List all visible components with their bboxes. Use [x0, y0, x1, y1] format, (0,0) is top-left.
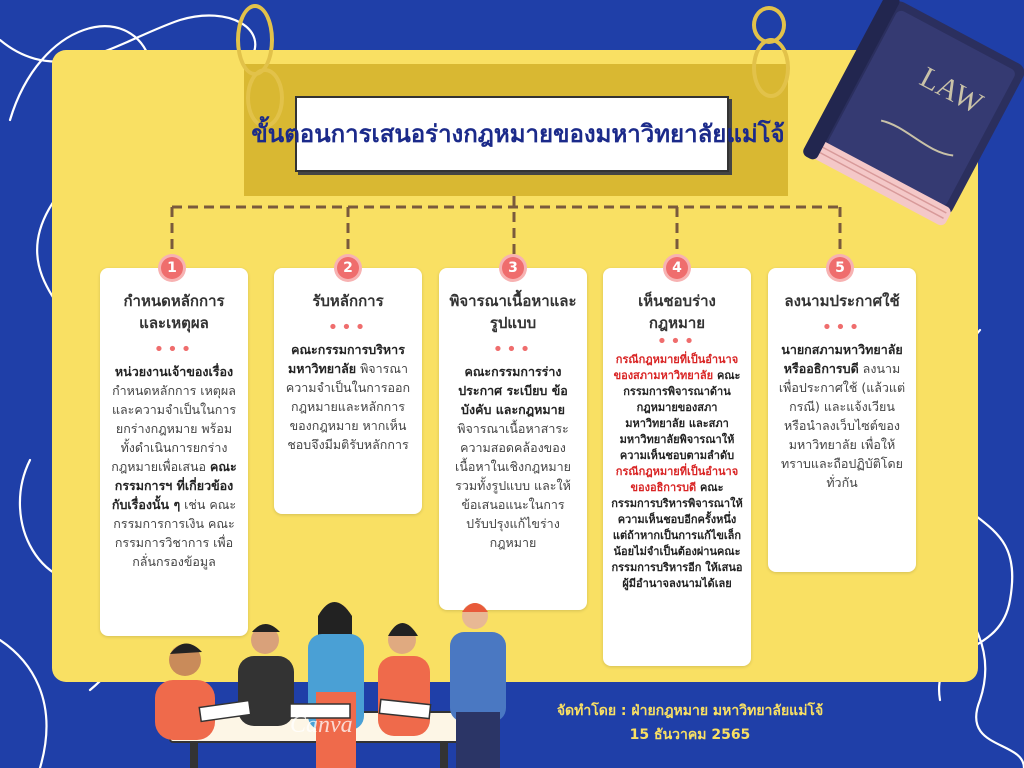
- step-2-body: [274, 340, 422, 454]
- step-5-text-segment: นายกสภามหาวิทยาลัย หรืออธิการบดี: [781, 342, 903, 376]
- law-book-icon: [800, 0, 1024, 240]
- step-1-text-segment: กำหนดหลักการ เหตุผล และความจำเป็นในการยกร่างกฎหมาย พร้อมทั้งดำเนินการยกร่างกฎหมายเพื่อเสนอ: [111, 383, 237, 474]
- step-5-text-segment: ลงนามเพื่อประกาศใช้ (แล้วแต่กรณี) และแจ้งเวียน หรือนำลงเว็บไซต์ของมหาวิทยาลัย เพื่อให้ทราบและถือปฏิบัติโดยทั่วกัน: [778, 361, 906, 490]
- step-3-body: [439, 362, 587, 552]
- step-1-body: [100, 362, 248, 571]
- step-1-dots: •••: [153, 339, 195, 360]
- step-3-dots: •••: [492, 339, 534, 360]
- step-4-dots: •••: [656, 331, 698, 352]
- step-5-badge: 5: [829, 257, 851, 279]
- step-1-text-segment: คณะกรรมการฯ ที่เกี่ยวข้องกับเรื่องนั้น ๆ: [111, 459, 237, 512]
- step-card-5: [768, 268, 916, 572]
- team-illustration: [130, 592, 530, 768]
- hanging-ring-top-right: [752, 6, 786, 44]
- step-2-badge: 2: [337, 257, 359, 279]
- hanging-ring-top-left: [236, 4, 274, 76]
- step-1-title: กำหนดหลักการและเหตุผล: [123, 292, 225, 332]
- step-1-text-segment: เช่น คณะกรรมการการเงิน คณะกรรมการวิชาการ เพื่อกลั่นกรองข้อมูล: [113, 497, 237, 569]
- step-3-title: พิจารณาเนื้อหาและรูปแบบ: [449, 292, 577, 332]
- step-3-text-segment: คณะกรรมการร่างประกาศ ระเบียบ ข้อบังคับ และกฎหมาย: [458, 364, 568, 417]
- step-2-title: รับหลักการ: [312, 292, 384, 310]
- step-card-3: [439, 268, 587, 610]
- step-4-text-segment: กรณีกฎหมายที่เป็นอำนาจของสภามหาวิทยาลัย: [613, 353, 739, 382]
- page-title: ขั้นตอนการเสนอร่างกฎหมายของมหาวิทยาลัยแม่โจ้: [251, 120, 785, 148]
- step-3-badge: 3: [502, 257, 524, 279]
- step-4-body: [603, 352, 751, 592]
- step-3-text-segment: พิจารณาเนื้อหาสาระ ความสอดคล้องของเนื้อหาในเชิงกฎหมาย รวมทั้งรูปแบบ และให้ข้อเสนอแนะในการปรับปรุงแก้ไขร่างกฎหมาย: [455, 421, 571, 550]
- step-1-badge: 1: [161, 257, 183, 279]
- step-5-title: ลงนามประกาศใช้: [784, 292, 900, 310]
- hanging-ring-right: [752, 38, 790, 98]
- step-card-2: [274, 268, 422, 514]
- step-4-text-segment: คณะกรรมการบริหารพิจารณาให้ความเห็นชอบอีกครั้งหนึ่ง แต่ถ้าหากเป็นการแก้ไขเล็กน้อยไม่จำเป็นต้องผ่านคณะกรรมการบริหารอีก ให้เสนอผู้มีอำนาจลงนามได้เลย: [611, 481, 743, 590]
- credit-date: 15 ธันวาคม 2565: [629, 727, 751, 743]
- step-4-badge: 4: [666, 257, 688, 279]
- step-5-dots: •••: [821, 317, 863, 338]
- step-2-text-segment: พิจารณาความจำเป็นในการออกกฎหมายและหลักการของกฎหมาย หากเห็นชอบจึงมีมติรับหลักการ: [285, 361, 411, 452]
- step-4-title: เห็นชอบร่างกฎหมาย: [638, 292, 716, 332]
- step-2-dots: •••: [327, 317, 369, 338]
- step-5-body: [768, 340, 916, 492]
- step-card-4: [603, 268, 751, 666]
- credit-line-1: จัดทำโดย : ฝ่ายกฎหมาย มหาวิทยาลัยแม่โจ้: [556, 703, 824, 719]
- step-4-text-segment: กรณีกฎหมายที่เป็นอำนาจของอธิการบดี: [615, 465, 739, 494]
- step-card-1: [100, 268, 248, 636]
- step-4-text-segment: คณะกรรมการพิจารณาด้านกฎหมายของสภามหาวิทยาลัย และสภามหาวิทยาลัยพิจารณาให้ความเห็นชอบตามลำดับ: [619, 369, 741, 462]
- step-1-text-segment: หน่วยงานเจ้าของเรื่อง: [114, 364, 234, 379]
- step-2-text-segment: คณะกรรมการบริหารมหาวิทยาลัย: [288, 342, 405, 376]
- book-label: LAW: [914, 60, 989, 121]
- canva-watermark: Canva: [290, 712, 353, 738]
